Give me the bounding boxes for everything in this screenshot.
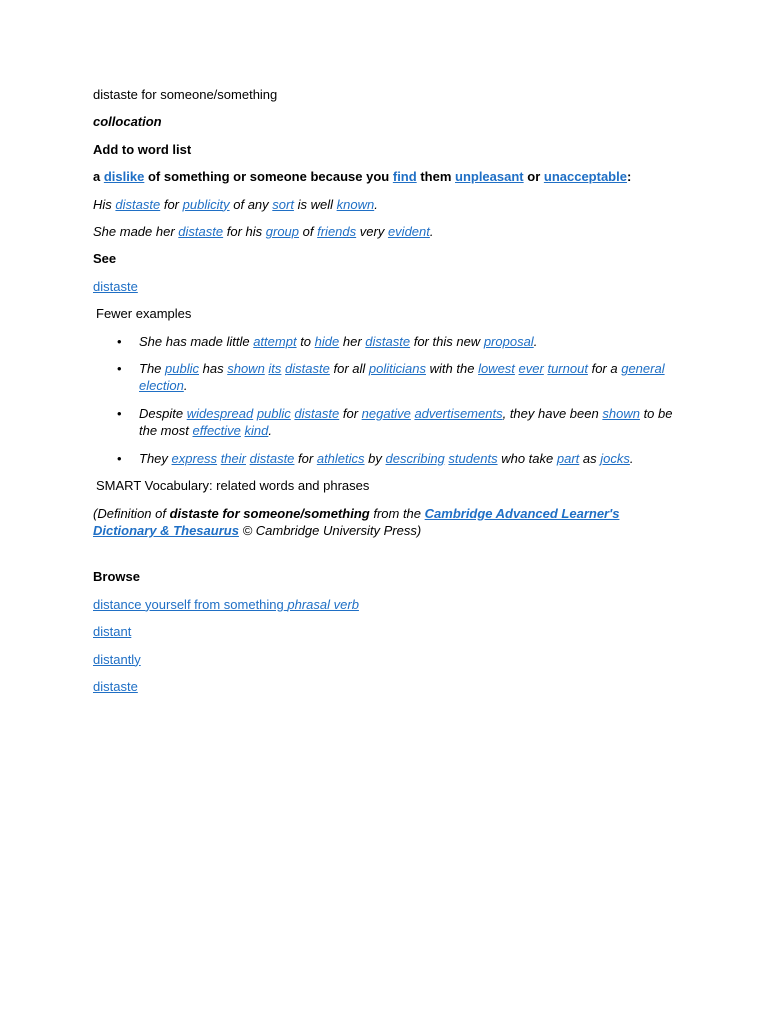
example-sentence: She made her distaste for his group of friends very evident. [93,224,434,240]
link-public[interactable]: public [256,405,291,421]
link-friends[interactable]: friends [317,224,357,240]
link-ever[interactable]: ever [518,361,544,377]
list-item: • The public has shown its distaste for all politicians with the lowest ever turnout for a general election. [93,360,683,395]
link-advertisements[interactable]: advertisements [414,405,503,421]
link-describing[interactable]: describing [385,450,445,466]
browse-link-distaste[interactable]: distaste [93,678,138,694]
see-link-row [93,278,683,295]
link-distaste[interactable]: distaste [115,196,161,212]
fewer-examples-toggle[interactable]: Fewer examples [96,306,192,322]
link-general[interactable]: general [621,361,665,377]
link-distaste[interactable]: distaste [178,224,224,240]
link-distaste[interactable]: distaste [294,405,340,421]
link-its[interactable]: its [268,361,282,377]
link-find[interactable]: find [392,169,417,185]
definition: a dislike of something or someone because you find them unpleasant or unacceptable: [93,169,632,185]
link-athletics[interactable]: athletics [316,450,365,466]
browse-item [93,651,683,668]
link-public[interactable]: public [165,361,199,377]
link-proposal[interactable]: proposal [483,333,534,349]
link-known[interactable]: known [336,196,375,212]
example-sentence: His distaste for publicity of any sort is well known. [93,196,378,212]
link-distaste[interactable]: distaste [365,333,411,349]
browse-link-distant[interactable]: distant [93,624,132,640]
link-jocks[interactable]: jocks [600,450,630,466]
see-heading: See [93,251,117,267]
link-attempt[interactable]: attempt [253,333,297,349]
link-express[interactable]: express [171,450,218,466]
link-unpleasant[interactable]: unpleasant [455,169,524,185]
link-distaste[interactable]: distaste [285,361,330,377]
browse-link-distance-yourself[interactable]: distance yourself from something phrasal verb [93,596,359,612]
link-evident[interactable]: evident [387,224,430,240]
link-effective[interactable]: effective [192,423,241,439]
browse-link-distantly[interactable]: distantly [93,651,141,667]
link-part[interactable]: part [556,450,580,466]
link-negative[interactable]: negative [361,405,411,421]
citation: (Definition of distaste for someone/something from the Cambridge Advanced Learner's Dictionary & Thesaurus © Cambridge University Press) [93,505,620,538]
link-publicity[interactable]: publicity [182,196,230,212]
link-group[interactable]: group [265,224,300,240]
link-kind[interactable]: kind [244,423,269,439]
examples-list [93,333,683,467]
spacer [93,549,683,568]
smart-vocabulary-link[interactable]: SMART Vocabulary: related words and phrases [96,478,370,494]
entry-title: distaste for someone/something [93,87,278,102]
list-item: • They express their distaste for athletics by describing students who take part as jocks. [93,450,683,467]
citation-term: distaste for someone/something [169,505,370,521]
citation-source-link[interactable]: Cambridge Advanced Learner's Dictionary & Thesaurus [93,505,620,538]
link-students[interactable]: students [448,450,498,466]
link-lowest[interactable]: lowest [478,361,515,377]
add-to-word-list[interactable]: Add to word list [93,141,192,157]
link-dislike[interactable]: dislike [103,169,145,185]
browse-item [93,678,683,695]
link-their[interactable]: their [220,450,246,466]
browse-item [93,623,683,640]
browse-heading: Browse [93,569,140,585]
list-item: • She has made little attempt to hide her distaste for this new proposal. [93,333,683,350]
browse-item [93,596,683,613]
dictionary-entry [93,86,683,705]
entry-label: collocation [93,114,162,130]
link-shown[interactable]: shown [602,405,640,421]
link-shown[interactable]: shown [227,361,265,377]
list-item: • Despite widespread public distaste for negative advertisements, they have been shown to be the most effective kind. [93,405,683,440]
link-widespread[interactable]: widespread [186,405,254,421]
link-election[interactable]: election [139,378,184,394]
link-turnout[interactable]: turnout [547,361,588,377]
link-unacceptable[interactable]: unacceptable [543,169,627,185]
link-politicians[interactable]: politicians [368,361,426,377]
link-sort[interactable]: sort [272,196,294,212]
link-hide[interactable]: hide [314,333,340,349]
link-distaste[interactable]: distaste [249,450,295,466]
see-link-distaste[interactable]: distaste [93,278,138,294]
